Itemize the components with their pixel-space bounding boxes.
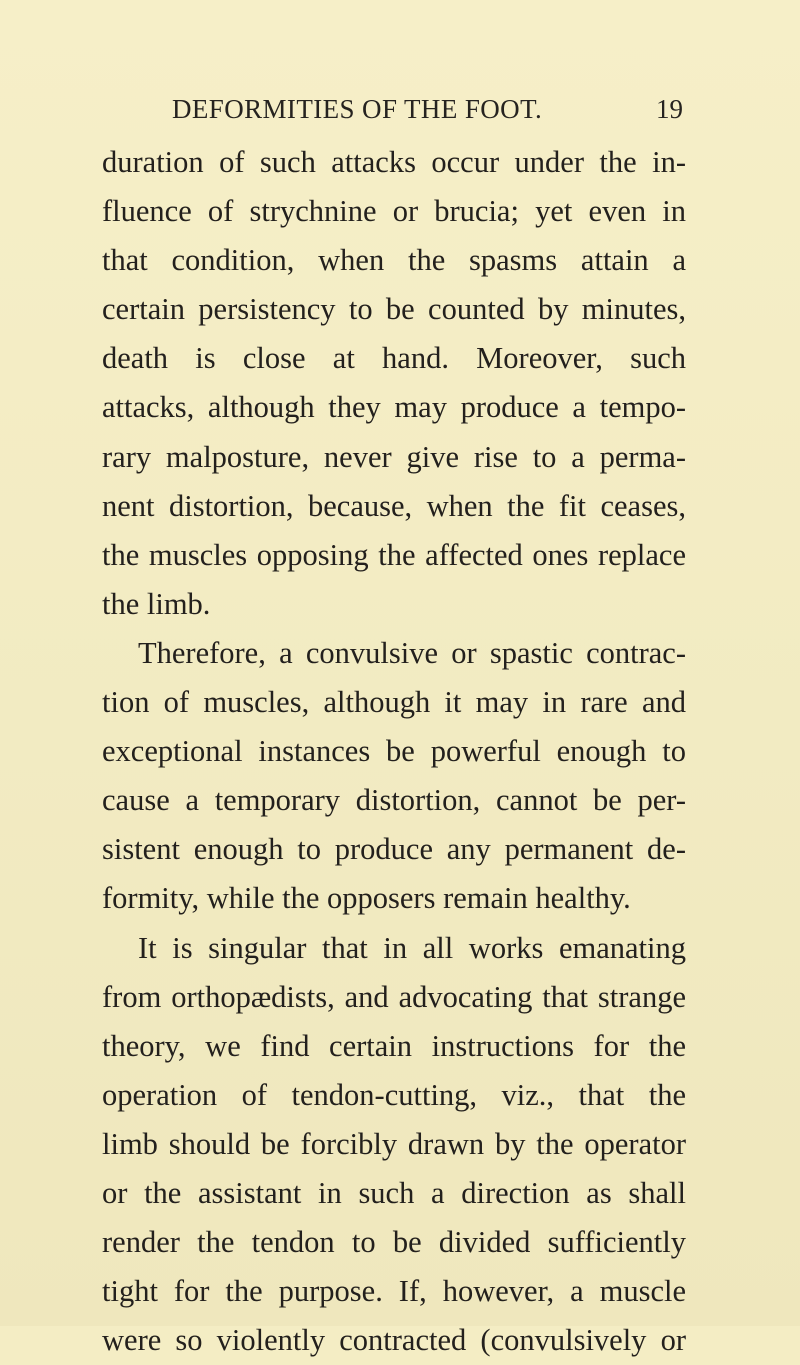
text-line: or the assistant in such a direction as shall [102,1175,686,1210]
text-line: tion of muscles, although it may in rare and [102,685,686,720]
text-line: Therefore, a convulsive or spastic contrac- [138,635,686,670]
text-line: fluence of strychnine or brucia; yet even in [102,194,686,229]
text-line: render the tendon to be divided sufficiently [102,1225,686,1260]
text-line: that condition, when the spasms attain a [102,243,686,278]
text-line: exceptional instances be powerful enough to [102,734,686,769]
running-head: DEFORMITIES OF THE FOOT. [172,94,543,124]
text-line: from orthopædists, and advocating that strange [102,979,686,1014]
text-line: nent distortion, because, when the fit ceases, [102,488,686,523]
body-text [102,138,686,1365]
text-line: duration of such attacks occur under the in- [102,145,686,179]
text-line: limb should be forcibly drawn by the operator [102,1126,686,1161]
text-line: the muscles opposing the affected ones replace [102,537,686,572]
text-line: cause a temporary distortion, cannot be per- [102,783,686,818]
text-line: were so violently contracted (convulsively or [102,1323,686,1358]
text-line: rary malposture, never give rise to a perma- [102,439,686,474]
page-header [0,94,800,134]
text-line: certain persistency to be counted by minutes, [102,292,686,327]
page-number: 19 [656,94,683,124]
text-line: attacks, although they may produce a tempo- [102,390,686,425]
text-line: formity, while the opposers remain healthy. [102,881,631,916]
text-line: tight for the purpose. If, however, a muscle [102,1274,686,1309]
text-line: death is close at hand. Moreover, such [102,341,686,376]
text-line: sistent enough to produce any permanent de- [102,832,686,867]
text-line: operation of tendon-cutting, viz., that the [102,1077,686,1112]
text-line: It is singular that in all works emanating [138,930,686,965]
text-line: theory, we find certain instructions for the [102,1028,686,1063]
text-line: the limb. [102,586,211,621]
